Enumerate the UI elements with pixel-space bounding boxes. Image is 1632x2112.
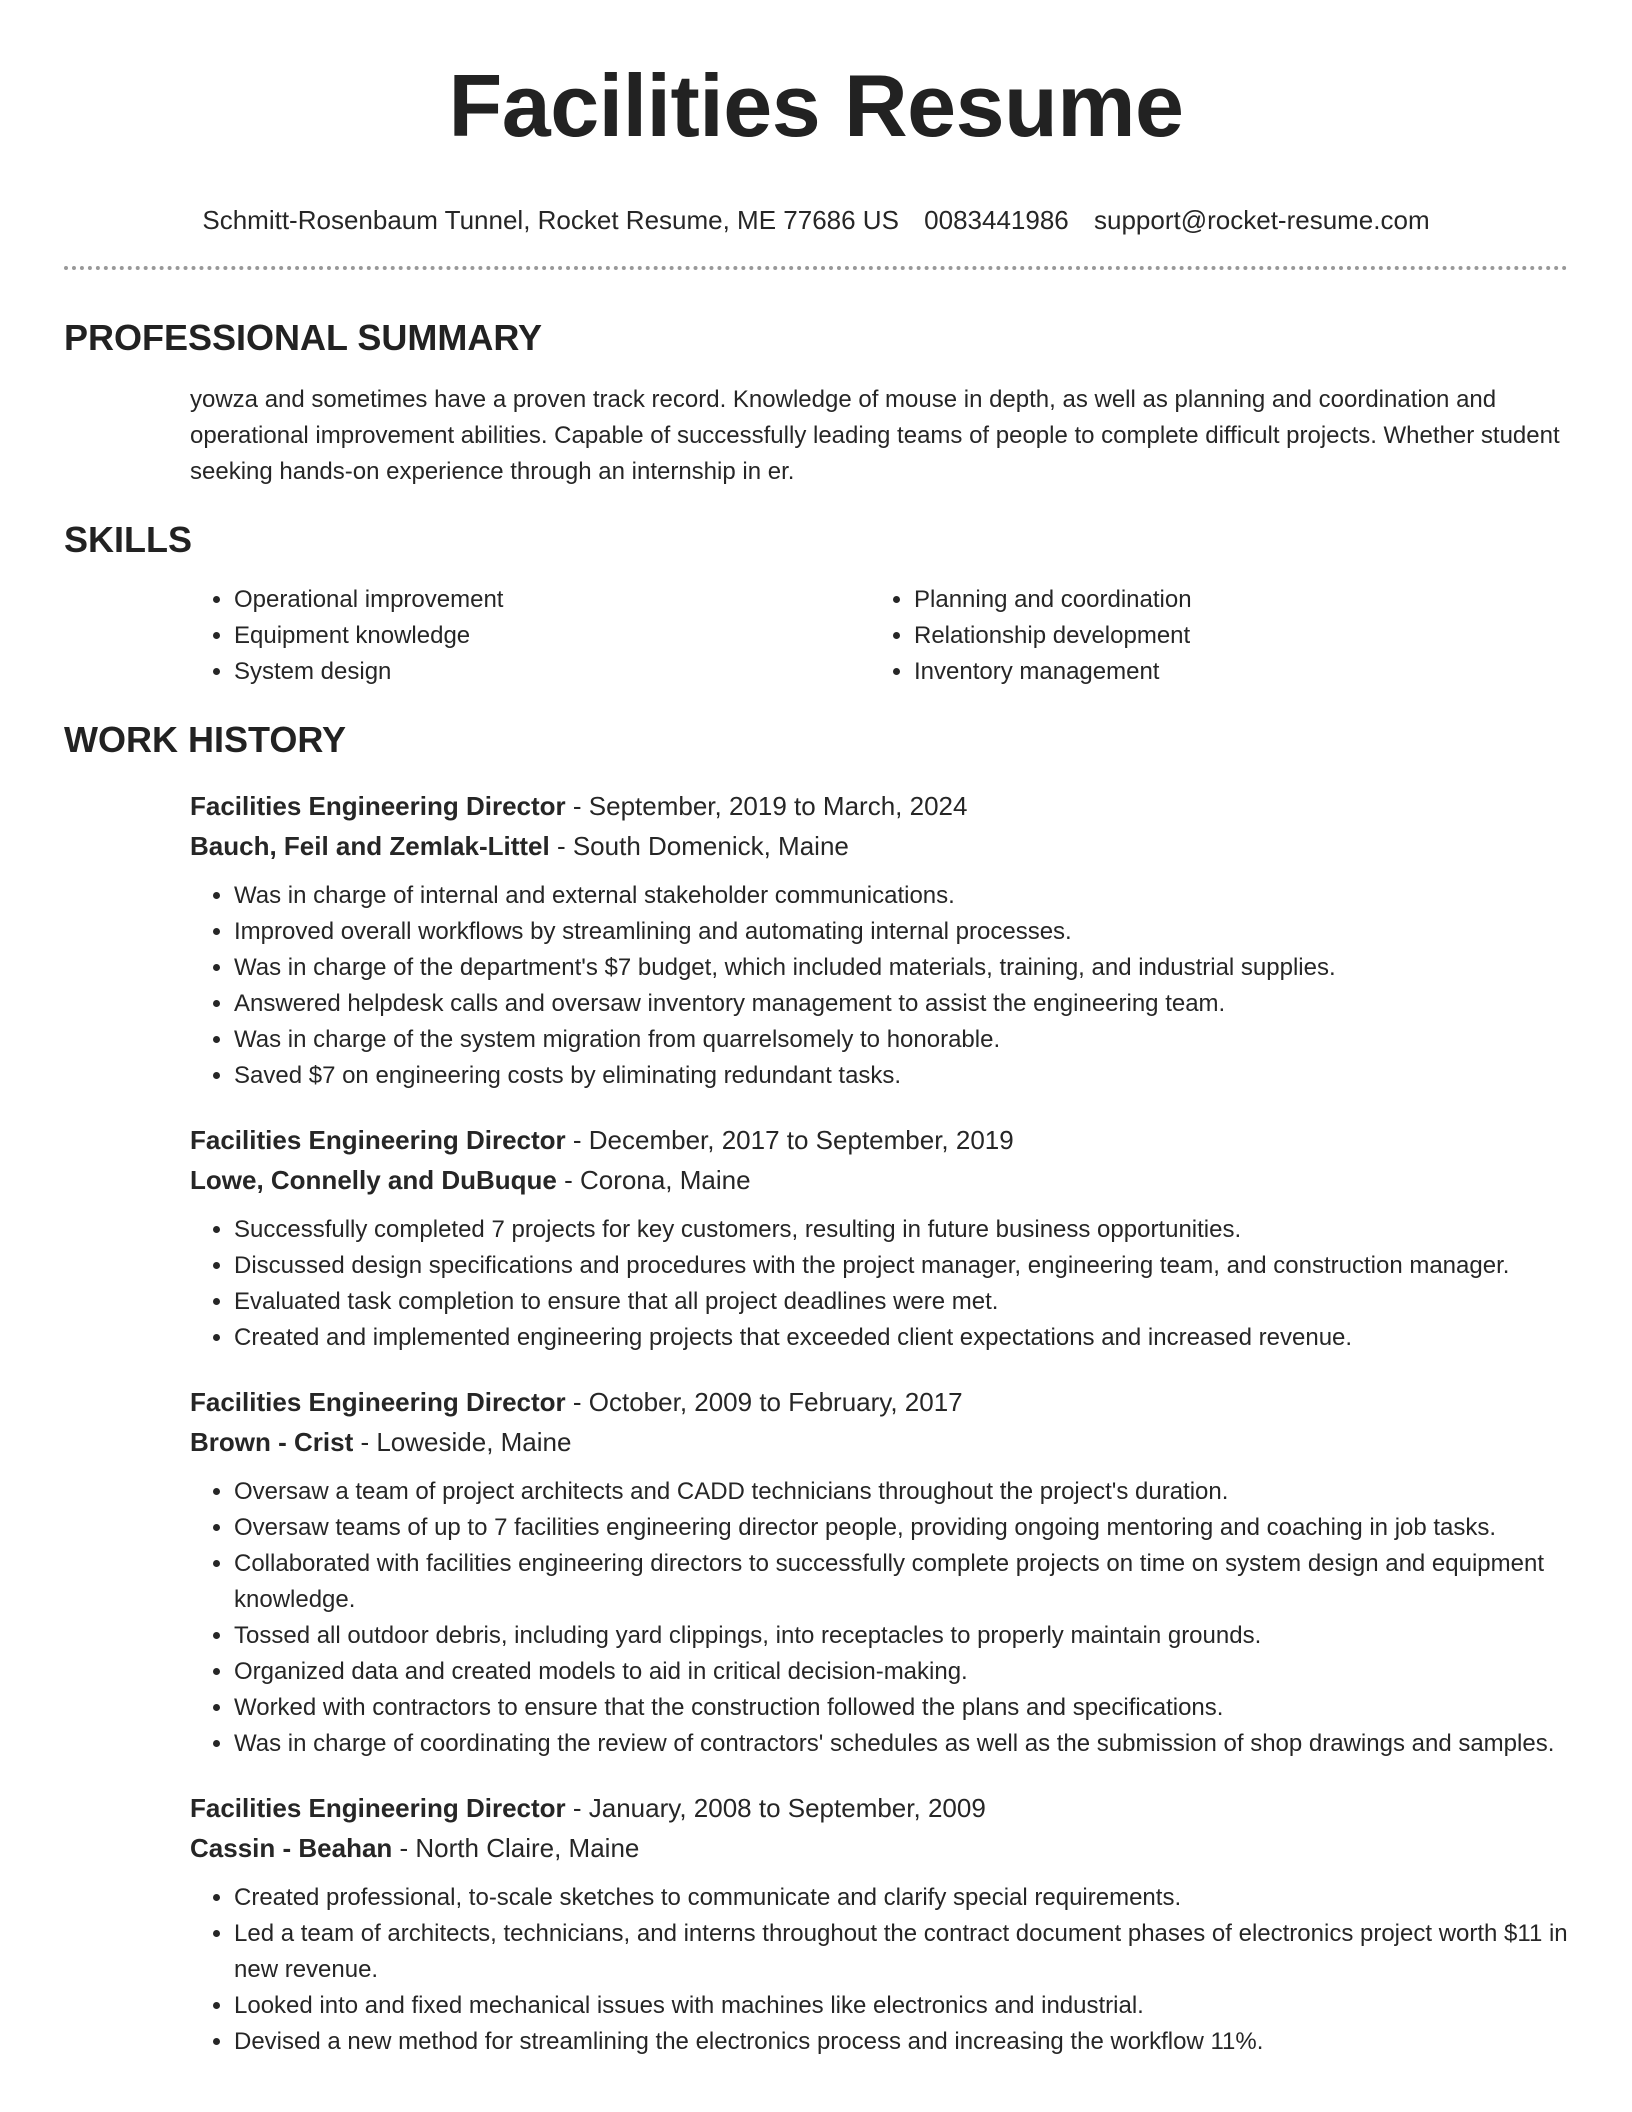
contact-line — [64, 204, 1568, 236]
summary-heading: PROFESSIONAL SUMMARY — [64, 317, 543, 358]
job-bullets — [190, 1212, 1568, 1356]
job-bullet: • Created and implemented engineering projects that exceeded client expectations and increased revenue. — [234, 1320, 1568, 1356]
job-entry — [190, 1120, 1568, 1356]
job-bullet: • Oversaw a team of project architects and CADD technicians throughout the project's duration. — [234, 1474, 1568, 1510]
job-dates: - December, 2017 to September, 2019 — [565, 1125, 1014, 1155]
job-bullet: • Organized data and created models to aid in critical decision-making. — [234, 1654, 1568, 1690]
skill-item: • Relationship development — [914, 618, 1550, 654]
job-bullet: • Led a team of architects, technicians, and interns throughout the contract document phases of electronics project worth $11 in new revenue. — [234, 1916, 1568, 1988]
job-title: Facilities Engineering Director — [190, 1387, 566, 1417]
job-title: Facilities Engineering Director — [190, 1793, 566, 1823]
skills-section — [64, 582, 1568, 690]
job-bullet: • Answered helpdesk calls and oversaw inventory management to assist the engineering team. — [234, 986, 1568, 1022]
job-bullet: • Oversaw teams of up to 7 facilities engineering director people, providing ongoing mentoring and coaching in job tasks. — [234, 1510, 1568, 1546]
job-entry — [190, 786, 1568, 1094]
job-bullet: • Improved overall workflows by streamlining and automating internal processes. — [234, 914, 1568, 950]
contact-phone: 0083441986 — [924, 205, 1069, 235]
job-dates: - January, 2008 to September, 2009 — [565, 1793, 986, 1823]
job-title-line — [190, 1120, 1568, 1160]
contact-email: support@rocket-resume.com — [1094, 205, 1430, 235]
job-company-line — [190, 826, 1568, 866]
job-company: Brown - Crist — [190, 1427, 354, 1457]
skills-list-right — [870, 582, 1550, 690]
skill-item: • Equipment knowledge — [234, 618, 870, 654]
job-title-line — [190, 1788, 1568, 1828]
job-company: Lowe, Connelly and DuBuque — [190, 1165, 557, 1195]
job-dates: - October, 2009 to February, 2017 — [565, 1387, 963, 1417]
job-bullet: • Successfully completed 7 projects for key customers, resulting in future business opportunities. — [234, 1212, 1568, 1248]
job-title: Facilities Engineering Director — [190, 1125, 566, 1155]
job-bullet: • Was in charge of the department's $7 budget, which included materials, training, and industrial supplies. — [234, 950, 1568, 986]
skills-column-right — [870, 582, 1550, 690]
skill-item: • Operational improvement — [234, 582, 870, 618]
job-title: Facilities Engineering Director — [190, 791, 566, 821]
job-bullet: • Devised a new method for streamlining the electronics process and increasing the workflow 11%. — [234, 2024, 1568, 2060]
skills-grid — [190, 582, 1568, 690]
skills-heading: SKILLS — [64, 519, 193, 560]
job-company-line — [190, 1828, 1568, 1868]
job-bullet: • Evaluated task completion to ensure that all project deadlines were met. — [234, 1284, 1568, 1320]
job-bullet: • Tossed all outdoor debris, including yard clippings, into receptacles to properly maintain grounds. — [234, 1618, 1568, 1654]
job-location: - South Domenick, Maine — [549, 831, 849, 861]
job-dates: - September, 2019 to March, 2024 — [565, 791, 968, 821]
job-location: - Loweside, Maine — [353, 1427, 572, 1457]
job-bullet: • Was in charge of coordinating the review of contractors' schedules as well as the submission of shop drawings and samples. — [234, 1726, 1568, 1762]
contact-address: Schmitt-Rosenbaum Tunnel, Rocket Resume, ME 77686 US — [202, 205, 899, 235]
job-bullet: • Collaborated with facilities engineering directors to successfully complete projects on time on system design and equipment knowledge. — [234, 1546, 1568, 1618]
summary-text: yowza and sometimes have a proven track record. Knowledge of mouse in depth, as well as planning and coordination and operational improvement abilities. Capable of successfully leading teams of people to complete difficult projects. Whether student seeking hands-on experience through an internship in er. — [190, 386, 1560, 485]
job-location: - Corona, Maine — [556, 1165, 751, 1195]
job-company-line — [190, 1422, 1568, 1462]
job-title-line — [190, 1382, 1568, 1422]
skill-item: • Planning and coordination — [914, 582, 1550, 618]
job-title-line — [190, 786, 1568, 826]
job-bullet: • Was in charge of the system migration from quarrelsomely to honorable. — [234, 1022, 1568, 1058]
skill-item: • Inventory management — [914, 654, 1550, 690]
skills-list-left — [190, 582, 870, 690]
work-history-heading: WORK HISTORY — [64, 719, 347, 760]
job-entry — [190, 1382, 1568, 1762]
job-bullets — [190, 1880, 1568, 2060]
job-bullet: • Created professional, to-scale sketches to communicate and clarify special requirements. — [234, 1880, 1568, 1916]
resume-title: Facilities Resume — [448, 56, 1184, 155]
job-location: - North Claire, Maine — [392, 1833, 640, 1863]
header-divider — [64, 266, 1568, 270]
job-company: Bauch, Feil and Zemlak-Littel — [190, 831, 550, 861]
job-bullet: • Discussed design specifications and procedures with the project manager, engineering team, and construction manager. — [234, 1248, 1568, 1284]
job-bullet: • Was in charge of internal and external stakeholder communications. — [234, 878, 1568, 914]
job-company-line — [190, 1160, 1568, 1200]
job-bullet: • Saved $7 on engineering costs by eliminating redundant tasks. — [234, 1058, 1568, 1094]
work-history-section — [64, 786, 1568, 2060]
job-bullet: • Worked with contractors to ensure that the construction followed the plans and specifications. — [234, 1690, 1568, 1726]
job-company: Cassin - Beahan — [190, 1833, 393, 1863]
skill-item: • System design — [234, 654, 870, 690]
skills-column-left — [190, 582, 870, 690]
job-bullets — [190, 1474, 1568, 1762]
job-bullet: • Looked into and fixed mechanical issues with machines like electronics and industrial. — [234, 1988, 1568, 2024]
job-entry — [190, 1788, 1568, 2060]
job-bullets — [190, 878, 1568, 1094]
